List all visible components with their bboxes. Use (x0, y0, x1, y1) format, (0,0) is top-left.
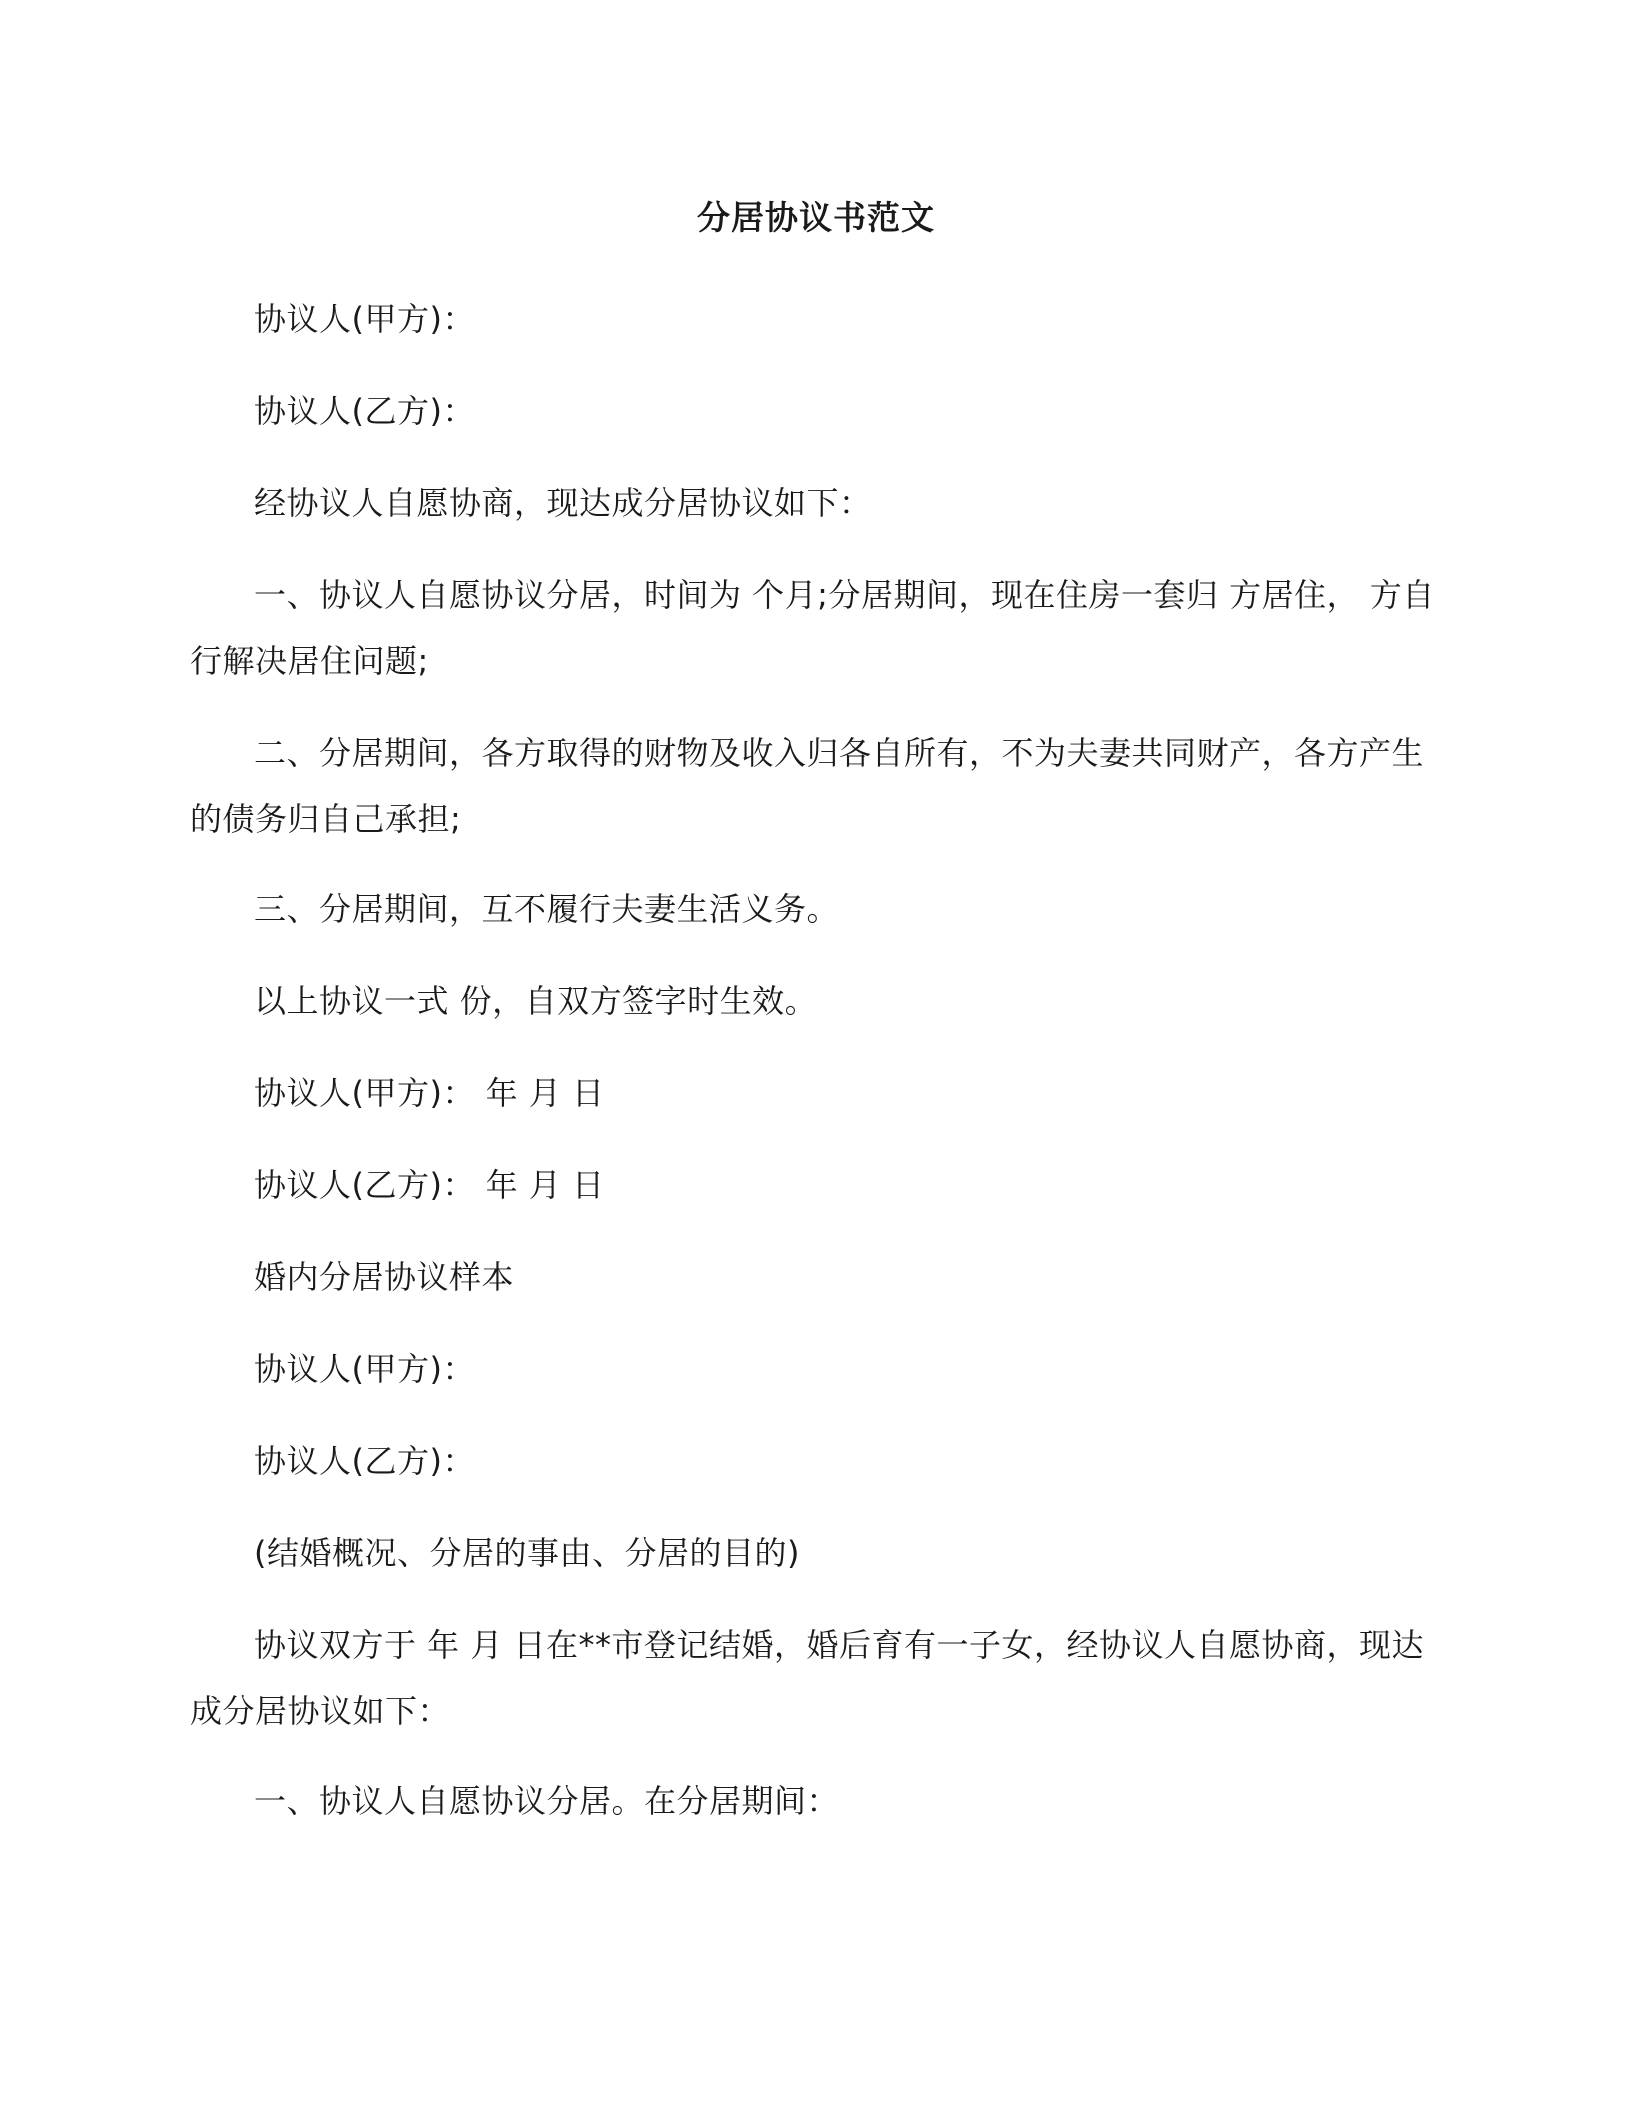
paragraph-sign-a: 协议人(甲方)： 年 月 日 (254, 1074, 605, 1112)
paragraph-party-a-2: 协议人(甲方)： (254, 1350, 475, 1388)
paragraph-party-b: 协议人(乙方)： (254, 392, 475, 430)
paragraph-copies: 以上协议一式 份，自双方签字时生效。 (254, 982, 818, 1020)
document-title: 分居协议书范文 (697, 198, 935, 237)
paragraph-marriage-info: 协议双方于 年 月 日在**市登记结婚，婚后育有一子女，经协议人自愿协商，现达成分居协议如下： (190, 1626, 1425, 1730)
paragraph-intro: 经协议人自愿协商，现达成分居协议如下： (254, 484, 872, 522)
paragraph-clause-1: 一、协议人自愿协议分居，时间为 个月;分居期间，现在住房一套归 方居住， 方自行解决居住问题; (190, 576, 1435, 680)
paragraph-clause-2: 二、分居期间，各方取得的财物及收入归各自所有，不为夫妻共同财产，各方产生的债务归自己承担; (190, 734, 1425, 838)
paragraph-background: (结婚概况、分居的事由、分居的目的) (254, 1534, 800, 1572)
paragraph-party-a: 协议人(甲方)： (254, 300, 475, 338)
paragraph-sign-b: 协议人(乙方)： 年 月 日 (254, 1166, 605, 1204)
paragraph-party-b-2: 协议人(乙方)： (254, 1442, 475, 1480)
paragraph-sample-heading: 婚内分居协议样本 (254, 1258, 515, 1296)
paragraph-clause-3: 三、分居期间，互不履行夫妻生活义务。 (254, 890, 840, 928)
paragraph-clause-1-2: 一、协议人自愿协议分居。在分居期间： (254, 1782, 840, 1820)
